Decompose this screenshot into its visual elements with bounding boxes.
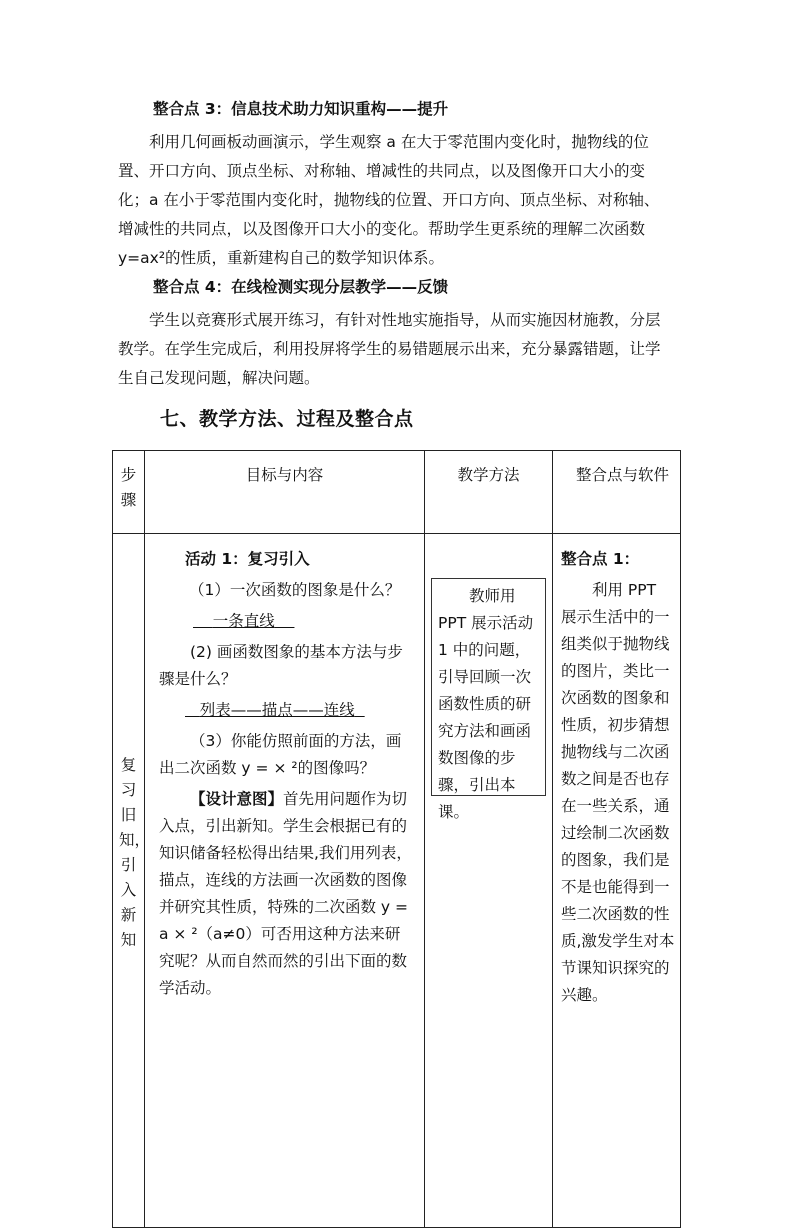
method-cell bbox=[425, 534, 553, 1228]
header-step: 步骤 bbox=[113, 451, 145, 534]
answer-2 bbox=[159, 697, 412, 724]
point4-body: 学生以竞赛形式展开练习，有针对性地实施指导，从而实施因材施教，分层教学。在学生完成后，利用投屏将学生的易错题展示出来，充分暴露错题，让学生自己发现问题，解决问题。 bbox=[118, 311, 661, 387]
header-tool: 整合点与软件 bbox=[553, 451, 681, 534]
design-intent-label: 【设计意图】 bbox=[190, 790, 284, 808]
point3-body: 利用几何画板动画演示，学生观察 a 在大于零范围内变化时，抛物线的位置、开口方向、顶点坐标、对称轴、增减性的共同点，以及图像开口大小的变化；a 在小于零范围内变化时，抛物线的位置、开口方向、顶点坐标、对称轴、增减性的共同点，以及图像开口大小的变化。帮助学生更系统的理解二次函数 y=ax²的性质，重新建构自己的数学知识体系。 bbox=[118, 133, 660, 267]
method-text: 教师用 PPT 展示活动 1 中的问题，引导回顾一次函数性质的研究方法和画函数图像的步骤，引出本课。 bbox=[431, 578, 546, 796]
activity-title: 活动 1：复习引入 bbox=[185, 550, 310, 568]
lesson-table bbox=[112, 450, 681, 1228]
answer-1 bbox=[159, 608, 412, 635]
header-method: 教学方法 bbox=[425, 451, 553, 534]
design-intent bbox=[159, 786, 412, 1002]
question-1: （1）一次函数的图象是什么？ bbox=[189, 581, 401, 599]
table-row bbox=[113, 534, 681, 1228]
tool-text: 利用 PPT 展示生活中的一组类似于抛物线的图片，类比一次函数的图象和性质，初步猜想抛物线与二次函数之间是否也存在一些关系，通过绘制二次函数的图象，我们是不是也能得到一些二次函数的性质,激发学生对本节课知识探究的兴趣。 bbox=[561, 581, 675, 1004]
table-header-row bbox=[113, 451, 681, 534]
header-content: 目标与内容 bbox=[145, 451, 425, 534]
content-cell bbox=[145, 534, 425, 1228]
point4-heading: 整合点 4：在线检测实现分层教学——反馈 bbox=[153, 278, 449, 296]
tool-cell bbox=[553, 534, 681, 1228]
tool-title: 整合点 1： bbox=[561, 550, 640, 568]
answer-2-text: 列表——描点——连线 bbox=[199, 701, 355, 719]
step-label: 复习旧知，引入新知 bbox=[113, 534, 145, 1228]
answer-1-text: 一条直线 bbox=[212, 612, 275, 630]
section-title: 七、教学方法、过程及整合点 bbox=[160, 408, 414, 430]
question-2: (2) 画函数图象的基本方法与步骤是什么？ bbox=[159, 643, 403, 688]
point3-heading: 整合点 3：信息技术助力知识重构——提升 bbox=[153, 100, 449, 118]
question-3: （3）你能仿照前面的方法，画出二次函数 y = × ²的图像吗？ bbox=[159, 732, 402, 777]
design-intent-text: 首先用问题作为切入点，引出新知。学生会根据已有的知识储备轻松得出结果,我们用列表，描点，连线的方法画一次函数的图像并研究其性质，特殊的二次函数 y = a × ²（a≠0）可否用这种方法来研究呢？从而自然而然的引出下面的数学活动。 bbox=[159, 790, 412, 997]
